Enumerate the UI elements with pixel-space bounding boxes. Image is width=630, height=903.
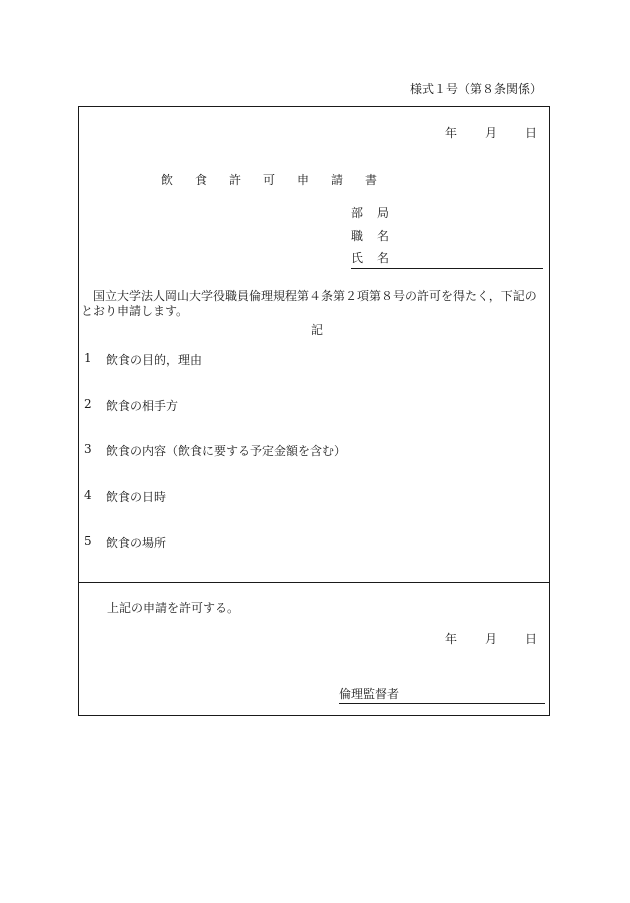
item-label: 飲食の相手方 [106,399,179,413]
ki-heading: 記 [311,323,324,337]
date-year-label: 年 [444,632,457,646]
approval-date [445,630,537,647]
date-year-label: 年 [444,126,457,140]
item-number: 4 [84,488,92,502]
title-char: 申 [296,173,309,187]
item-label: 飲食の目的，理由 [106,353,203,367]
date-day-label: 日 [524,632,537,646]
document-title [79,171,549,188]
department-label: 部 局 [351,206,389,220]
approval-text: 上記の申請を許可する。 [107,601,240,615]
item-number: 3 [84,442,92,456]
item-number: 1 [84,351,92,365]
title-char: 請 [330,173,343,187]
date-day-label: 日 [524,126,537,140]
item-number: 2 [84,397,92,411]
position-row [351,224,543,247]
title-char: 飲 [160,173,173,187]
title-char: 書 [364,173,377,187]
department-row [351,201,543,224]
form-number: 様式１号（第８条関係） [409,82,542,96]
list-item [84,351,202,368]
name-label: 氏 名 [351,251,389,265]
title-char: 可 [262,173,275,187]
title-char: 許 [228,173,241,187]
list-item [84,488,166,505]
ethics-supervisor-label: 倫理監督者 [339,687,400,701]
date-month-label: 月 [484,126,497,140]
list-item [84,442,346,459]
title-char: 食 [194,173,207,187]
item-number: 5 [84,534,92,548]
list-item [84,397,178,414]
date-month-label: 月 [484,632,497,646]
section-divider [79,582,549,583]
intro-paragraph: 国立大学法人岡山大学役職員倫理規程第４条第２項第８号の許可を得たく，下記のとおり申請します。 [81,289,537,318]
application-date [445,124,537,141]
item-label: 飲食の日時 [106,490,167,504]
item-label: 飲食の場所 [106,536,167,550]
item-label: 飲食の内容（飲食に要する予定金額を含む） [106,444,347,458]
name-row[interactable] [351,247,543,269]
ethics-supervisor-line[interactable] [339,685,545,704]
application-form-frame [78,106,550,716]
list-item [84,534,166,551]
position-label: 職 名 [351,229,389,243]
applicant-block [351,201,543,269]
